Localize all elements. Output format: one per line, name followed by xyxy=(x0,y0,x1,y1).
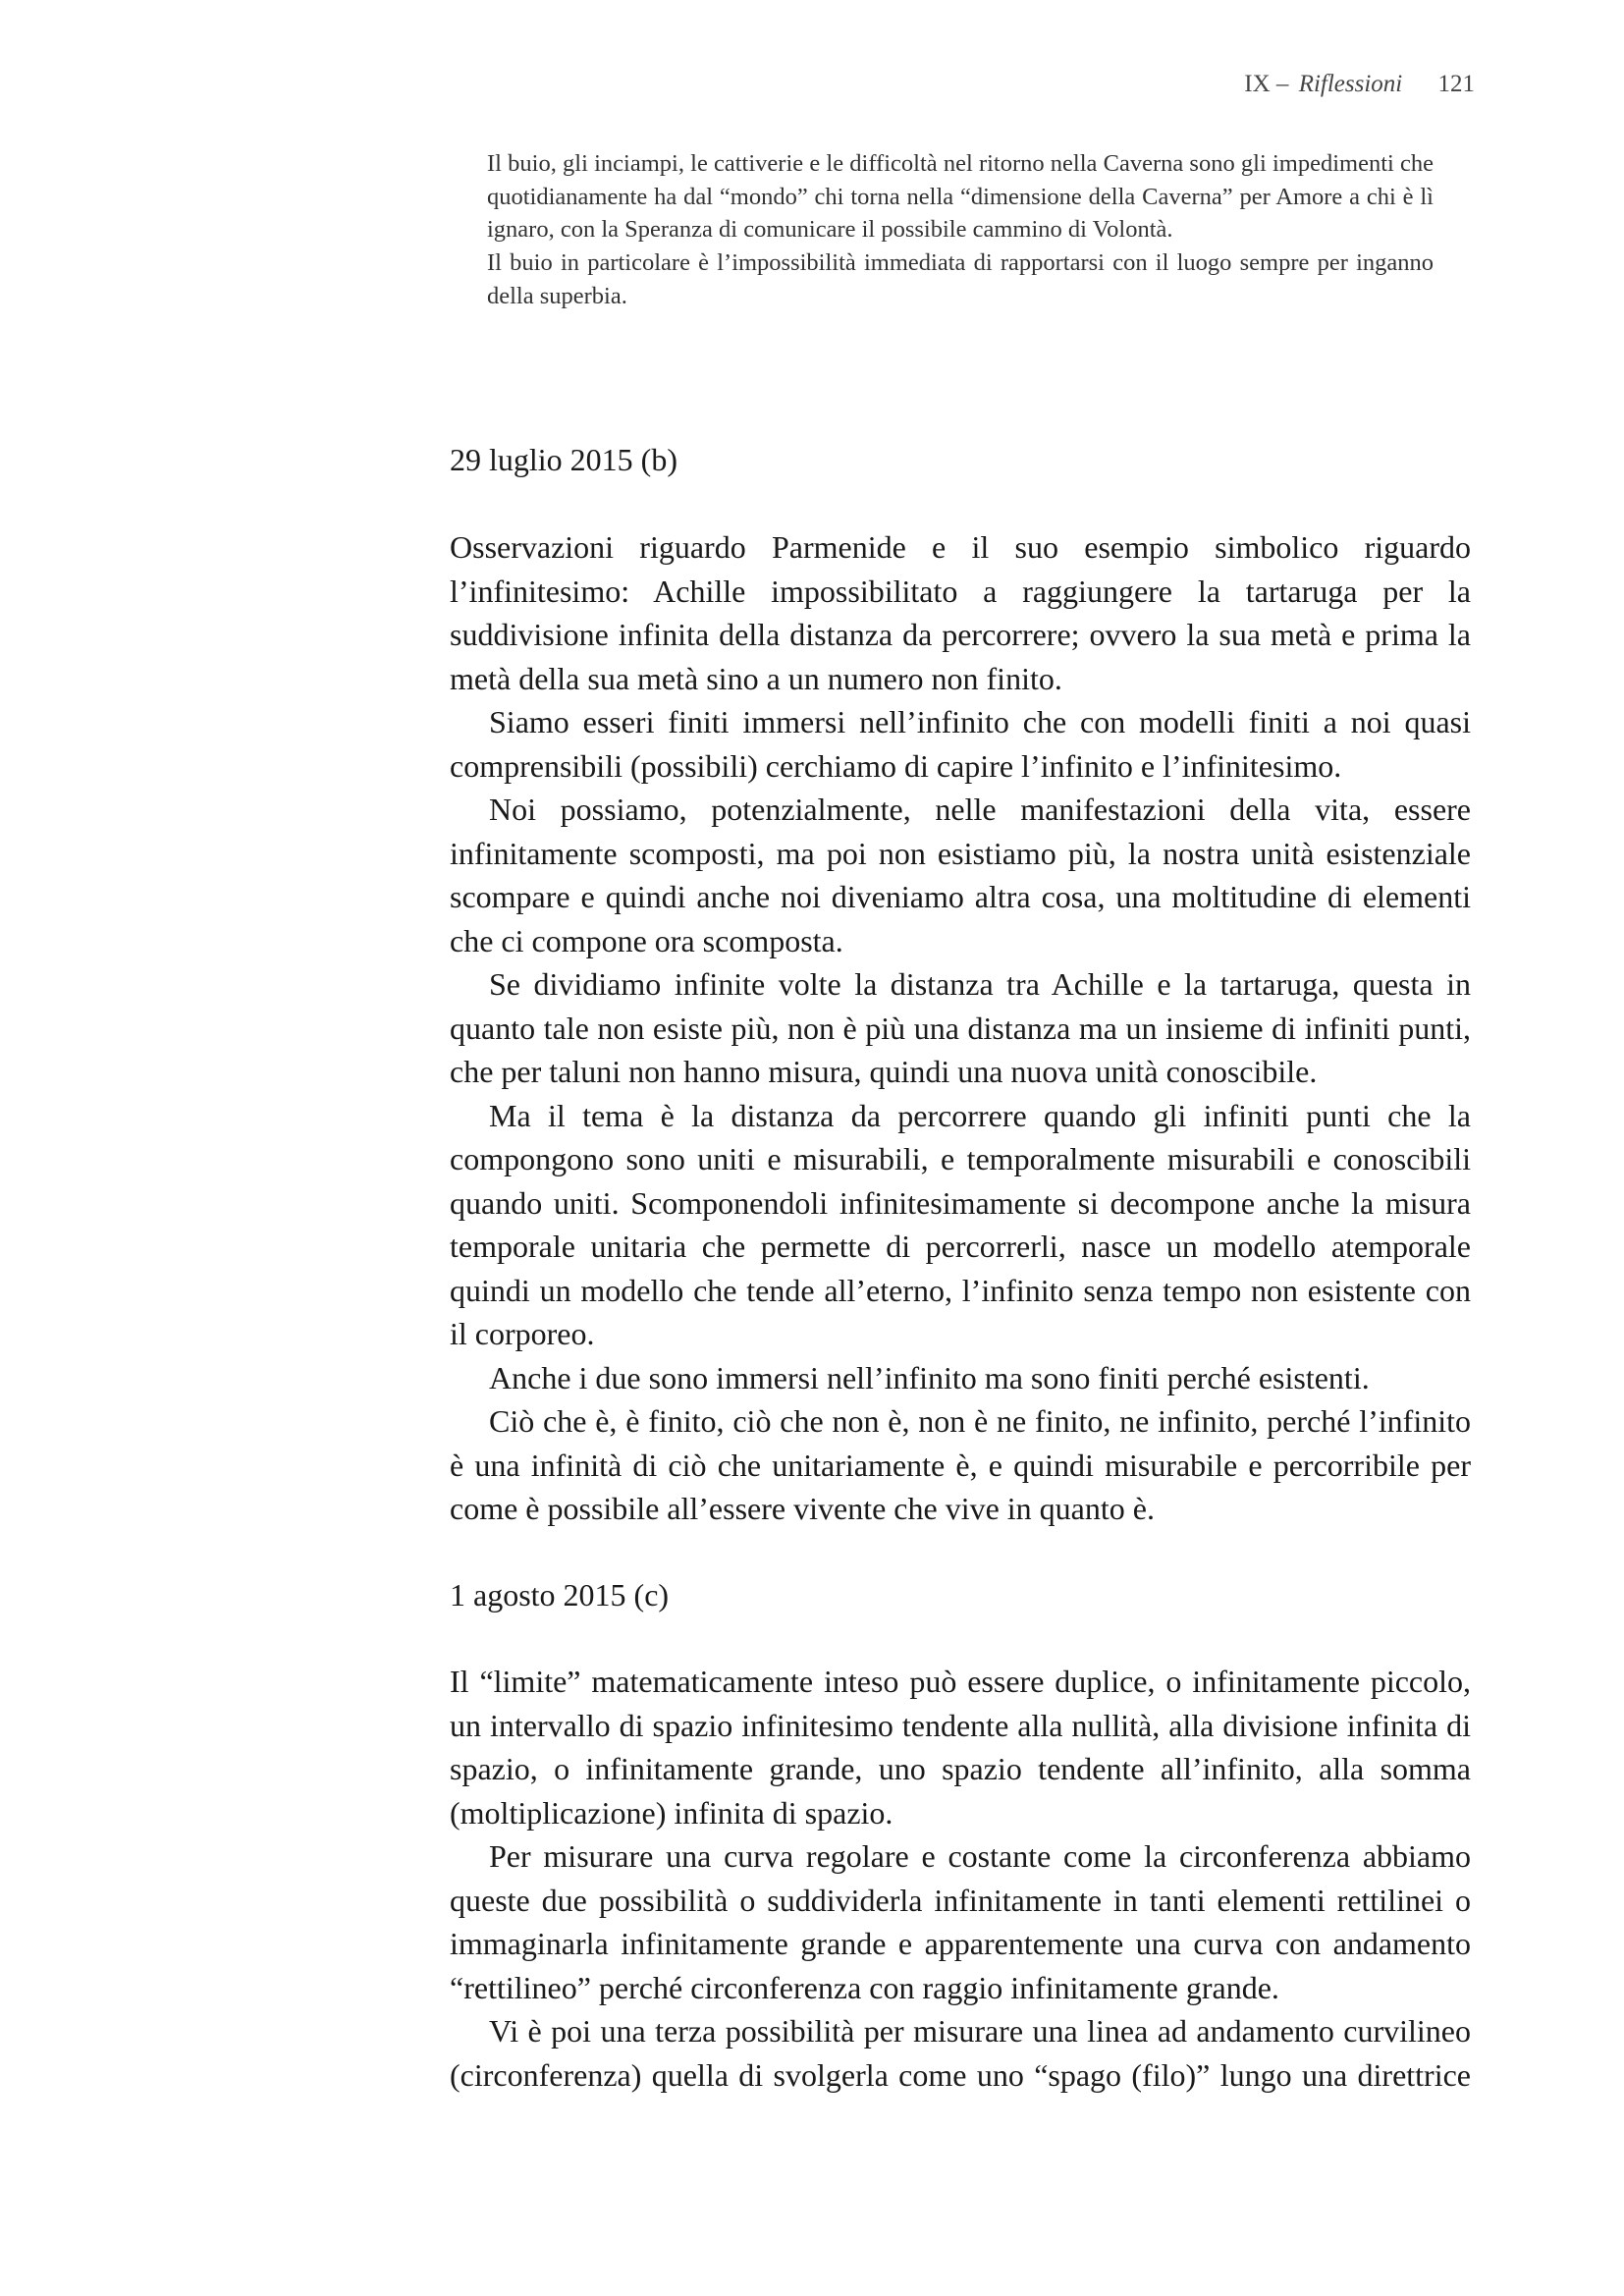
running-header xyxy=(1244,71,1475,98)
section-date-heading: 29 luglio 2015 (b) xyxy=(450,442,677,477)
quote-paragraph: Il buio, gli inciampi, le cattiverie e le difficoltà nel ritorno nella Caverna sono gli impedimenti che quotidianamente ha dal “mondo” chi torna nella “dimensione della Caverna” per Amore a chi è lì ignaro, con la Speranza di comunicare il possibile cammino di Volontà. xyxy=(487,150,1434,244)
body-paragraph: Per misurare una curva regolare e costante come la circonferenza abbiamo queste due possibilità o suddividerla infinitamente in tanti elementi rettilinei o immaginarla infinitamente grande e apparentemente una curva con andamento “rettilineo” perché circonferenza con raggio infinitamente grande. xyxy=(450,1838,1471,2005)
chapter-title: Riflessioni xyxy=(1298,71,1403,97)
body-paragraph: Se dividiamo infinite volte la distanza tra Achille e la tartaruga, questa in quanto tale non esiste più, non è più una distanza ma un insieme di infiniti punti, che per taluni non hanno misura, quindi una nuova unità conoscibile. xyxy=(450,966,1471,1089)
body-paragraph: Noi possiamo, potenzialmente, nelle manifestazioni della vita, essere infinitamente scomposti, ma poi non esistiamo più, la nostra unità esistenziale scompare e quindi anche noi diveniamo altra cosa, una moltitudine di elementi che ci compone ora scomposta. xyxy=(450,792,1471,958)
page-number: 121 xyxy=(1437,71,1475,97)
journal-entry xyxy=(450,1660,1471,2097)
body-paragraph: Il “limite” matematicamente inteso può essere duplice, o infinitamente piccolo, un intervallo di spazio infinitesimo tendente alla nullità, alla divisione infinita di spazio, o infinitamente grande, uno spazio tendente all’infinito, alla somma (moltiplicazione) infinita di spazio. xyxy=(450,1664,1471,1831)
section-date-heading: 1 agosto 2015 (c) xyxy=(450,1577,670,1613)
chapter-number: IX – xyxy=(1244,71,1289,97)
body-paragraph: Anche i due sono immersi nell’infinito ma sono finiti perché esistenti. xyxy=(489,1359,1370,1395)
body-paragraph: Osservazioni riguardo Parmenide e il suo esempio simbolico riguardo l’infinitesimo: Achille impossibilitato a raggiungere la tartaruga per la suddivisione infinita della distanza da percorrere; ovvero la sua metà e prima la metà della sua metà sino a un numero non finito. xyxy=(450,529,1471,696)
journal-entry xyxy=(450,525,1471,1531)
body-paragraph: Vi è poi una terza possibilità per misurare una linea ad andamento curvilineo (circonferenza) quella di svolgerla come uno “spago (filo)” lungo una direttrice xyxy=(450,2013,1471,2093)
body-paragraph: Ma il tema è la distanza da percorrere quando gli infiniti punti che la compongono sono uniti e misurabili, e temporalmente misurabili e conoscibili quando uniti. Scomponendoli infinitesimamente si decompone anche la misura temporale unitaria che permette di percorrerli, nasce un modello atemporale quindi un modello che tende all’eterno, l’infinito senza tempo non esistente con il corporeo. xyxy=(450,1097,1471,1351)
body-paragraph: Siamo esseri finiti immersi nell’infinito che con modelli finiti a noi quasi comprensibili (possibili) cerchiamo di capire l’infinito e l’infinitesimo. xyxy=(450,704,1471,784)
quote-paragraph: Il buio in particolare è l’impossibilità immediata di rapportarsi con il luogo sempre per inganno della superbia. xyxy=(487,249,1434,309)
body-paragraph: Ciò che è, è finito, ciò che non è, non è ne finito, ne infinito, perché l’infinito è una infinità di ciò che unitariamente è, e quindi misurabile e percorribile per come è possibile all’essere vivente che vive in quanto è. xyxy=(450,1403,1471,1526)
quoted-passage xyxy=(487,147,1434,313)
